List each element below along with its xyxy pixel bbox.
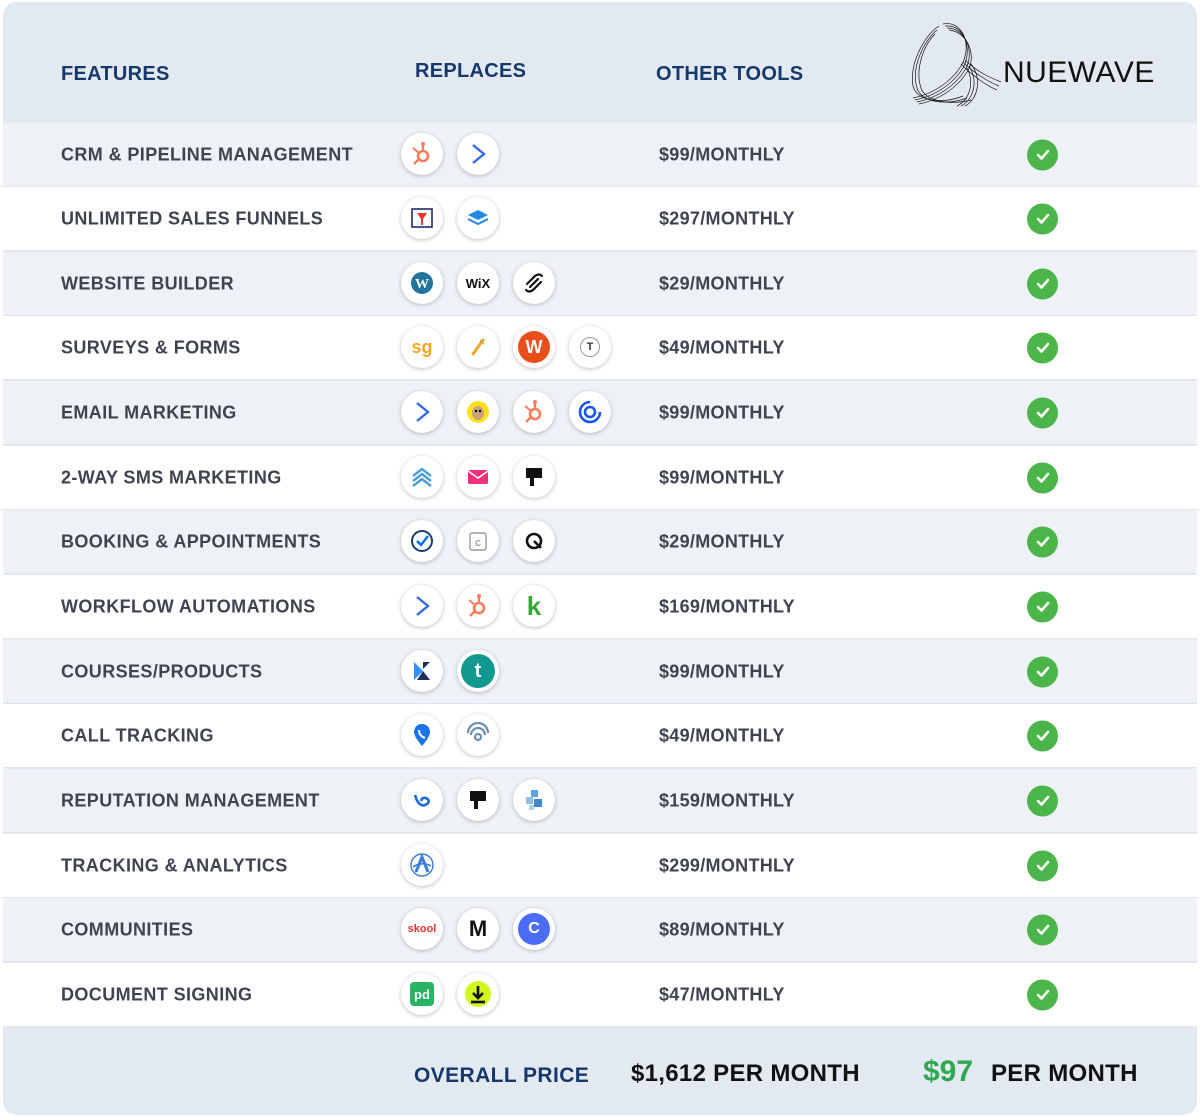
nuewave-price-unit: PER MONTH xyxy=(991,1060,1138,1087)
calltrackingmetrics-icon xyxy=(457,714,499,756)
docusign-icon xyxy=(457,973,499,1015)
feature-name: WORKFLOW AUTOMATIONS xyxy=(61,596,316,616)
clickfunnels-icon xyxy=(401,197,443,239)
other-tools-price: $297/MONTHLY xyxy=(659,208,795,228)
nuewave-wave-icon xyxy=(903,16,1003,108)
table-row xyxy=(3,963,1197,1027)
hubspot-icon xyxy=(513,391,555,433)
check-icon xyxy=(1027,979,1058,1010)
calendly-icon xyxy=(401,520,443,562)
surveygizmo-icon: sg xyxy=(401,326,443,368)
reputation-icon xyxy=(513,779,555,821)
kajabi-icon xyxy=(401,650,443,692)
brand-name: NUEWAVE xyxy=(1003,56,1155,89)
check-icon xyxy=(1027,139,1058,170)
circle-icon: C xyxy=(513,908,555,950)
other-tools-price: $29/MONTHLY xyxy=(659,531,785,551)
header-features: FEATURES xyxy=(61,63,170,85)
replaced-tools xyxy=(401,326,611,370)
typeform-icon: T xyxy=(569,326,611,368)
table-row xyxy=(3,510,1197,574)
comparison-table xyxy=(3,2,1197,1115)
table-row xyxy=(3,381,1197,445)
feature-name: CRM & PIPELINE MANAGEMENT xyxy=(61,144,354,164)
svg-text:C: C xyxy=(475,539,481,548)
nuewave-price: $97 xyxy=(923,1055,974,1088)
header-replaces: REPLACES xyxy=(415,60,527,82)
birdeye-icon xyxy=(401,779,443,821)
activecampaign-icon xyxy=(457,133,499,175)
nuewave-logo xyxy=(903,16,1183,108)
podium-icon xyxy=(457,779,499,821)
feature-name: CALL TRACKING xyxy=(61,725,214,745)
overall-price-label: OVERALL PRICE xyxy=(414,1064,590,1087)
feature-name: COMMUNITIES xyxy=(61,919,194,939)
other-tools-price: $99/MONTHLY xyxy=(659,402,785,422)
other-tools-price: $49/MONTHLY xyxy=(659,725,785,745)
check-icon xyxy=(1027,591,1058,622)
table-footer xyxy=(3,1028,1197,1115)
check-icon xyxy=(1027,785,1058,816)
table-row xyxy=(3,252,1197,316)
jotform-icon xyxy=(457,326,499,368)
other-tools-price: $99/MONTHLY xyxy=(659,144,785,164)
other-tools-price: $89/MONTHLY xyxy=(659,919,785,939)
feature-name: REPUTATION MANAGEMENT xyxy=(61,790,320,810)
table-row xyxy=(3,898,1197,962)
replaced-tools xyxy=(401,391,611,435)
teachable-icon: t xyxy=(457,650,499,692)
replaced-tools xyxy=(401,520,555,564)
check-icon xyxy=(1027,397,1058,428)
wix-icon: WiX xyxy=(457,262,499,304)
feature-name: SURVEYS & FORMS xyxy=(61,337,241,357)
activecampaign-icon xyxy=(401,391,443,433)
mightynetworks-icon: M xyxy=(457,908,499,950)
simpletexting-icon xyxy=(401,456,443,498)
feature-name: WEBSITE BUILDER xyxy=(61,273,235,293)
table-row xyxy=(3,446,1197,510)
replaced-tools xyxy=(401,585,555,629)
check-icon xyxy=(1027,914,1058,945)
table-header xyxy=(3,2,1197,123)
table-row xyxy=(3,123,1197,187)
other-tools-price: $169/MONTHLY xyxy=(659,596,795,616)
feature-name: COURSES/PRODUCTS xyxy=(61,661,263,681)
acuity-icon xyxy=(457,520,499,562)
analytics-icon xyxy=(401,844,443,886)
constantcontact-icon xyxy=(569,391,611,433)
replaced-tools xyxy=(401,197,499,241)
squarespace-icon xyxy=(513,262,555,304)
hubspot-icon xyxy=(457,585,499,627)
replaced-tools xyxy=(401,908,555,952)
replaced-tools xyxy=(401,133,499,177)
feature-name: UNLIMITED SALES FUNNELS xyxy=(61,208,324,228)
table-row xyxy=(3,704,1197,768)
other-tools-price: $47/MONTHLY xyxy=(659,984,785,1004)
replaced-tools xyxy=(401,650,499,694)
skool-icon: skool xyxy=(401,908,443,950)
wordpress-icon xyxy=(401,262,443,304)
pandadoc-icon: pd xyxy=(401,973,443,1015)
replaced-tools xyxy=(401,973,499,1017)
keap-icon: k xyxy=(513,585,555,627)
callrail-icon xyxy=(401,714,443,756)
check-icon xyxy=(1027,332,1058,363)
textedly-icon xyxy=(457,456,499,498)
feature-name: EMAIL MARKETING xyxy=(61,402,237,422)
other-tools-price: $49/MONTHLY xyxy=(659,337,785,357)
check-icon xyxy=(1027,462,1058,493)
hubspot-icon xyxy=(401,133,443,175)
mailchimp-icon xyxy=(457,391,499,433)
replaced-tools xyxy=(401,456,555,500)
table-row xyxy=(3,769,1197,833)
check-icon xyxy=(1027,720,1058,751)
other-tools-total: $1,612 PER MONTH xyxy=(631,1060,860,1087)
replaced-tools xyxy=(401,779,555,823)
leadpages-icon xyxy=(457,197,499,239)
feature-name: DOCUMENT SIGNING xyxy=(61,984,253,1004)
check-icon xyxy=(1027,526,1058,557)
check-icon xyxy=(1027,268,1058,299)
wufoo-icon: W xyxy=(513,326,555,368)
activecampaign-icon xyxy=(401,585,443,627)
feature-name: TRACKING & ANALYTICS xyxy=(61,855,288,875)
replaced-tools xyxy=(401,262,555,306)
table-row xyxy=(3,640,1197,704)
other-tools-price: $99/MONTHLY xyxy=(659,661,785,681)
svg-text:W: W xyxy=(415,277,429,292)
podium-icon xyxy=(513,456,555,498)
other-tools-price: $159/MONTHLY xyxy=(659,790,795,810)
other-tools-price: $299/MONTHLY xyxy=(659,855,795,875)
replaced-tools xyxy=(401,844,443,888)
table-row xyxy=(3,834,1197,898)
check-icon xyxy=(1027,850,1058,881)
header-other-tools: OTHER TOOLS xyxy=(656,63,804,85)
table-row xyxy=(3,575,1197,639)
oncehub-icon xyxy=(513,520,555,562)
table-row xyxy=(3,316,1197,380)
feature-name: 2-WAY SMS MARKETING xyxy=(61,467,282,487)
replaced-tools xyxy=(401,714,499,758)
other-tools-price: $29/MONTHLY xyxy=(659,273,785,293)
check-icon xyxy=(1027,656,1058,687)
check-icon xyxy=(1027,203,1058,234)
table-row xyxy=(3,187,1197,251)
other-tools-price: $99/MONTHLY xyxy=(659,467,785,487)
feature-name: BOOKING & APPOINTMENTS xyxy=(61,531,322,551)
